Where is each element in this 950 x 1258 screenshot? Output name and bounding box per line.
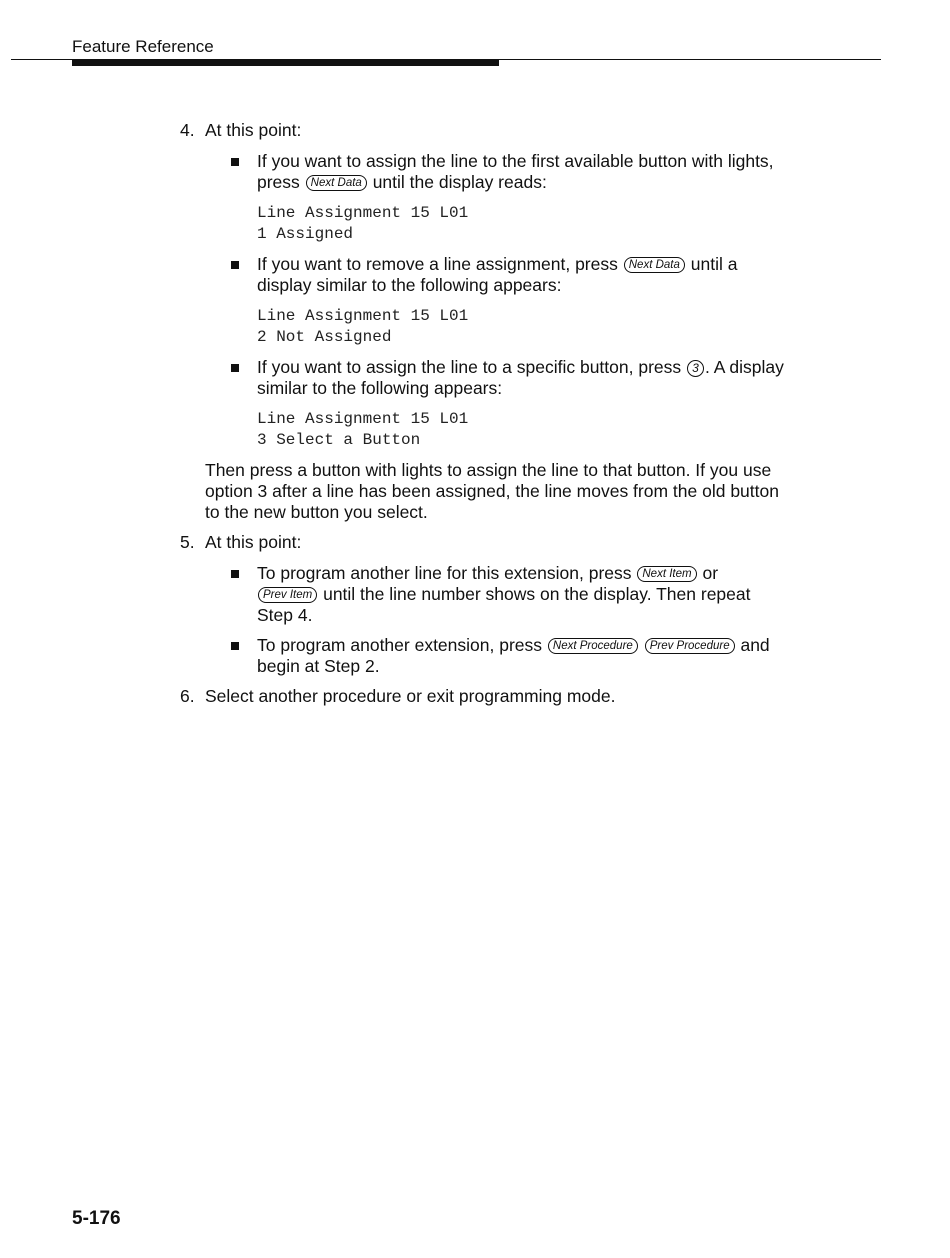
step-number: 5.: [180, 532, 195, 552]
display-line: Line Assignment 15 L01: [257, 410, 469, 428]
display-line: 1 Assigned: [257, 225, 354, 243]
step-number: 6.: [180, 686, 195, 706]
text-fragment: until the line number shows on the display. Then repeat: [323, 584, 751, 604]
step-number: 4.: [180, 120, 195, 140]
text-line: begin at Step 2.: [257, 656, 380, 676]
text-fragment: . A display: [705, 357, 784, 377]
bullet-marker: [231, 364, 239, 372]
bullet-text: [257, 563, 777, 626]
bullet-text: [257, 635, 777, 677]
display-line: 3 Select a Button: [257, 431, 421, 449]
bullet-text: [257, 357, 784, 399]
text-fragment: To program another line for this extension, press: [257, 563, 632, 583]
step-text: At this point:: [205, 532, 302, 552]
text-line: [257, 357, 784, 378]
text-line: similar to the following appears:: [257, 378, 503, 398]
display-line: Line Assignment 15 L01: [257, 204, 469, 222]
text-line: If you want to assign the line to the first available button with lights,: [257, 151, 774, 171]
bullet-marker: [231, 158, 239, 166]
text-fragment: until a: [690, 254, 738, 274]
text-fragment: To program another extension, press: [257, 635, 543, 655]
prev-item-key: Prev Item: [258, 587, 317, 603]
step-text: Select another procedure or exit programming mode.: [205, 686, 616, 706]
display-readout: [257, 409, 468, 451]
text-fragment: or: [702, 563, 719, 583]
text-fragment: press: [257, 172, 300, 192]
next-item-key: Next Item: [637, 566, 696, 582]
header-title: Feature Reference: [72, 37, 214, 56]
page-number: 5-176: [72, 1208, 121, 1229]
step-4-followup: [205, 460, 785, 523]
bullet-marker: [231, 642, 239, 650]
next-data-key: Next Data: [306, 175, 367, 191]
step-text: At this point:: [205, 120, 302, 140]
text-line: [257, 172, 777, 193]
bullet-text: [257, 151, 777, 193]
text-line: Then press a button with lights to assign the line to that button. If you use: [205, 460, 772, 480]
text-line: option 3 after a line has been assigned, the line moves from the old button: [205, 481, 779, 501]
text-line: [257, 563, 777, 584]
text-line: [257, 584, 777, 605]
text-line: display similar to the following appears:: [257, 275, 562, 295]
next-procedure-key: Next Procedure: [548, 638, 638, 654]
display-readout: [257, 203, 468, 245]
text-fragment: If you want to remove a line assignment, press: [257, 254, 618, 274]
text-line: [257, 635, 777, 656]
bullet-text: [257, 254, 777, 296]
text-fragment: until the display reads:: [372, 172, 547, 192]
dial-key-3: 3: [687, 360, 704, 377]
text-line: Step 4.: [257, 605, 313, 625]
next-data-key: Next Data: [624, 257, 685, 273]
header-rule-thick: [72, 59, 499, 66]
text-line: [257, 254, 777, 275]
display-readout: [257, 306, 468, 348]
display-line: 2 Not Assigned: [257, 328, 392, 346]
bullet-marker: [231, 570, 239, 578]
text-fragment: and: [740, 635, 770, 655]
text-fragment: If you want to assign the line to a specific button, press: [257, 357, 682, 377]
bullet-marker: [231, 261, 239, 269]
text-line: to the new button you select.: [205, 502, 428, 522]
display-line: Line Assignment 15 L01: [257, 307, 469, 325]
prev-procedure-key: Prev Procedure: [645, 638, 735, 654]
